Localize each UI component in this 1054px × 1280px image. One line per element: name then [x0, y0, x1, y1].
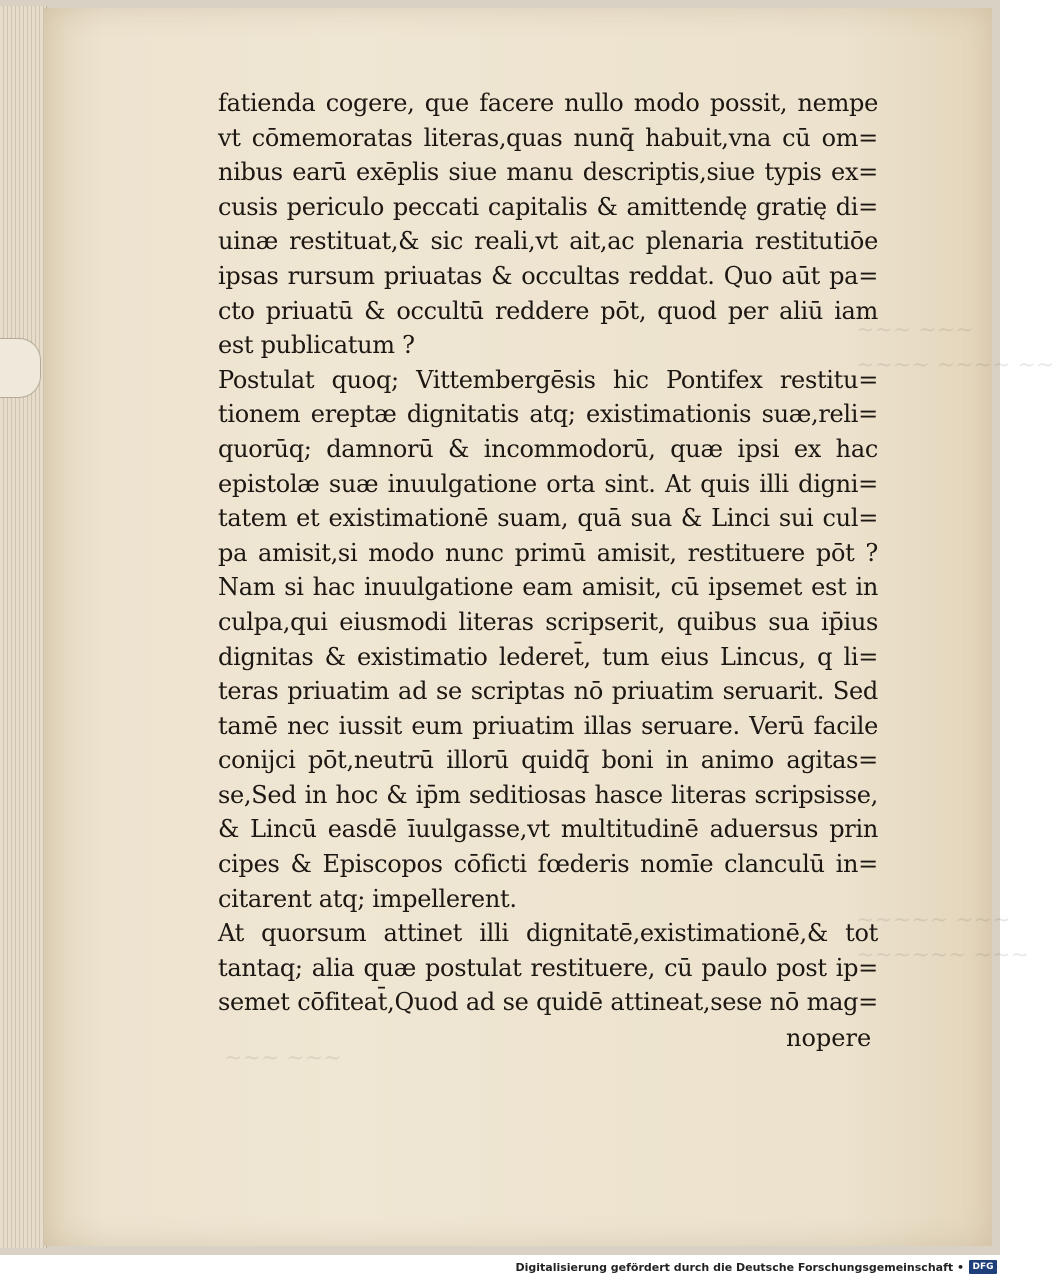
text-line: pa amisit,si modo nunc primū amisit, restituere pōt ? — [218, 538, 878, 567]
text-line: uinæ restituat,& sic reali,vt ait,ac plenaria restitutiōe — [218, 227, 878, 256]
text-line: teras priuatim ad se scriptas nō priuatim seruarit. Sed — [218, 677, 878, 706]
text-line: quorūq; damnorū & incommodorū, quæ ipsi ex hac — [218, 434, 878, 463]
text-line: fatienda cogere, que facere nullo modo possit, nempe — [218, 89, 878, 117]
text-line: tantaq; alia quæ postulat restituere, cū paulo post ip= — [218, 953, 878, 982]
footer-bar — [0, 1255, 1000, 1280]
text-line: est publicatum ? — [218, 331, 415, 360]
catchword: nopere — [786, 1024, 872, 1052]
text-line: culpa,qui eiusmodi literas scripserit, quibus sua ip̄ius — [218, 607, 878, 636]
text-line: epistolæ suæ inuulgatione orta sint. At quis illi digni= — [218, 469, 878, 498]
text-line: ipsas rursum priuatas & occultas reddat. Quo aūt pa= — [218, 261, 878, 290]
show-through-text: ~~~~ ~~~~ ~~ — [856, 353, 1054, 378]
text-line: cipes & Episcopos cōficti fœderis nomīe clanculū in= — [218, 850, 878, 879]
show-through-text: ~~~ ~~~ — [224, 1046, 342, 1071]
show-through-text: ~~~ ~~~ — [856, 318, 974, 343]
text-line: vt cōmemoratas literas,quas nunq̄ habuit,vna cū om= — [218, 123, 878, 152]
text-line: cusis periculo peccati capitalis & amittendę gratię di= — [218, 192, 878, 221]
text-line: semet cōfiteat̄,Quod ad se quidē attineat,sese nō mag= — [218, 988, 878, 1017]
text-line: tatem et existimationē suam, quā sua & Linci sui cul= — [218, 504, 878, 533]
text-line: citarent atq; impellerent. — [218, 884, 517, 913]
text-line: conijci pōt,neutrū illorū quidq̄ boni in animo agitas= — [218, 746, 878, 775]
funding-notice: Digitalisierung gefördert durch die Deutsche Forschungsgemeinschaft • — [515, 1261, 964, 1274]
text-line: se,Sed in hoc & ip̄m seditiosas hasce literas scripsisse, — [218, 780, 878, 809]
text-line: At quorsum attinet illi dignitatē,existimationē,& tot — [218, 919, 878, 948]
text-line: Postulat quoq; Vittembergēsis hic Pontifex restitu= — [218, 365, 878, 394]
text-line: tamē nec iussit eum priuatim illas seruare. Verū facile — [218, 711, 878, 740]
text-line: tionem ereptæ dignitatis atq; existimationis suæ,reli= — [218, 400, 878, 429]
text-line: cto priuatū & occultū reddere pōt, quod per aliū iam — [218, 296, 878, 325]
show-through-text: ~~~~~ ~~~ — [856, 908, 1011, 933]
dfg-logo-icon: DFG — [969, 1260, 997, 1274]
page-clip — [0, 338, 41, 398]
show-through-text: ~~~~~~ ~~~ — [856, 943, 1029, 968]
page-edges — [0, 6, 47, 1248]
text-line: nibus earū exēplis siue manu descriptis,siue typis ex= — [218, 158, 878, 187]
text-line: Nam si hac inuulgatione eam amisit, cū ipsemet est in — [218, 573, 878, 602]
text-line: & Lincū easdē īuulgasse,vt multitudinē aduersus prin — [218, 815, 878, 844]
page-text — [218, 86, 878, 1020]
text-line: dignitas & existimatio lederet̄, tum eius Lincus, q li= — [218, 642, 878, 671]
